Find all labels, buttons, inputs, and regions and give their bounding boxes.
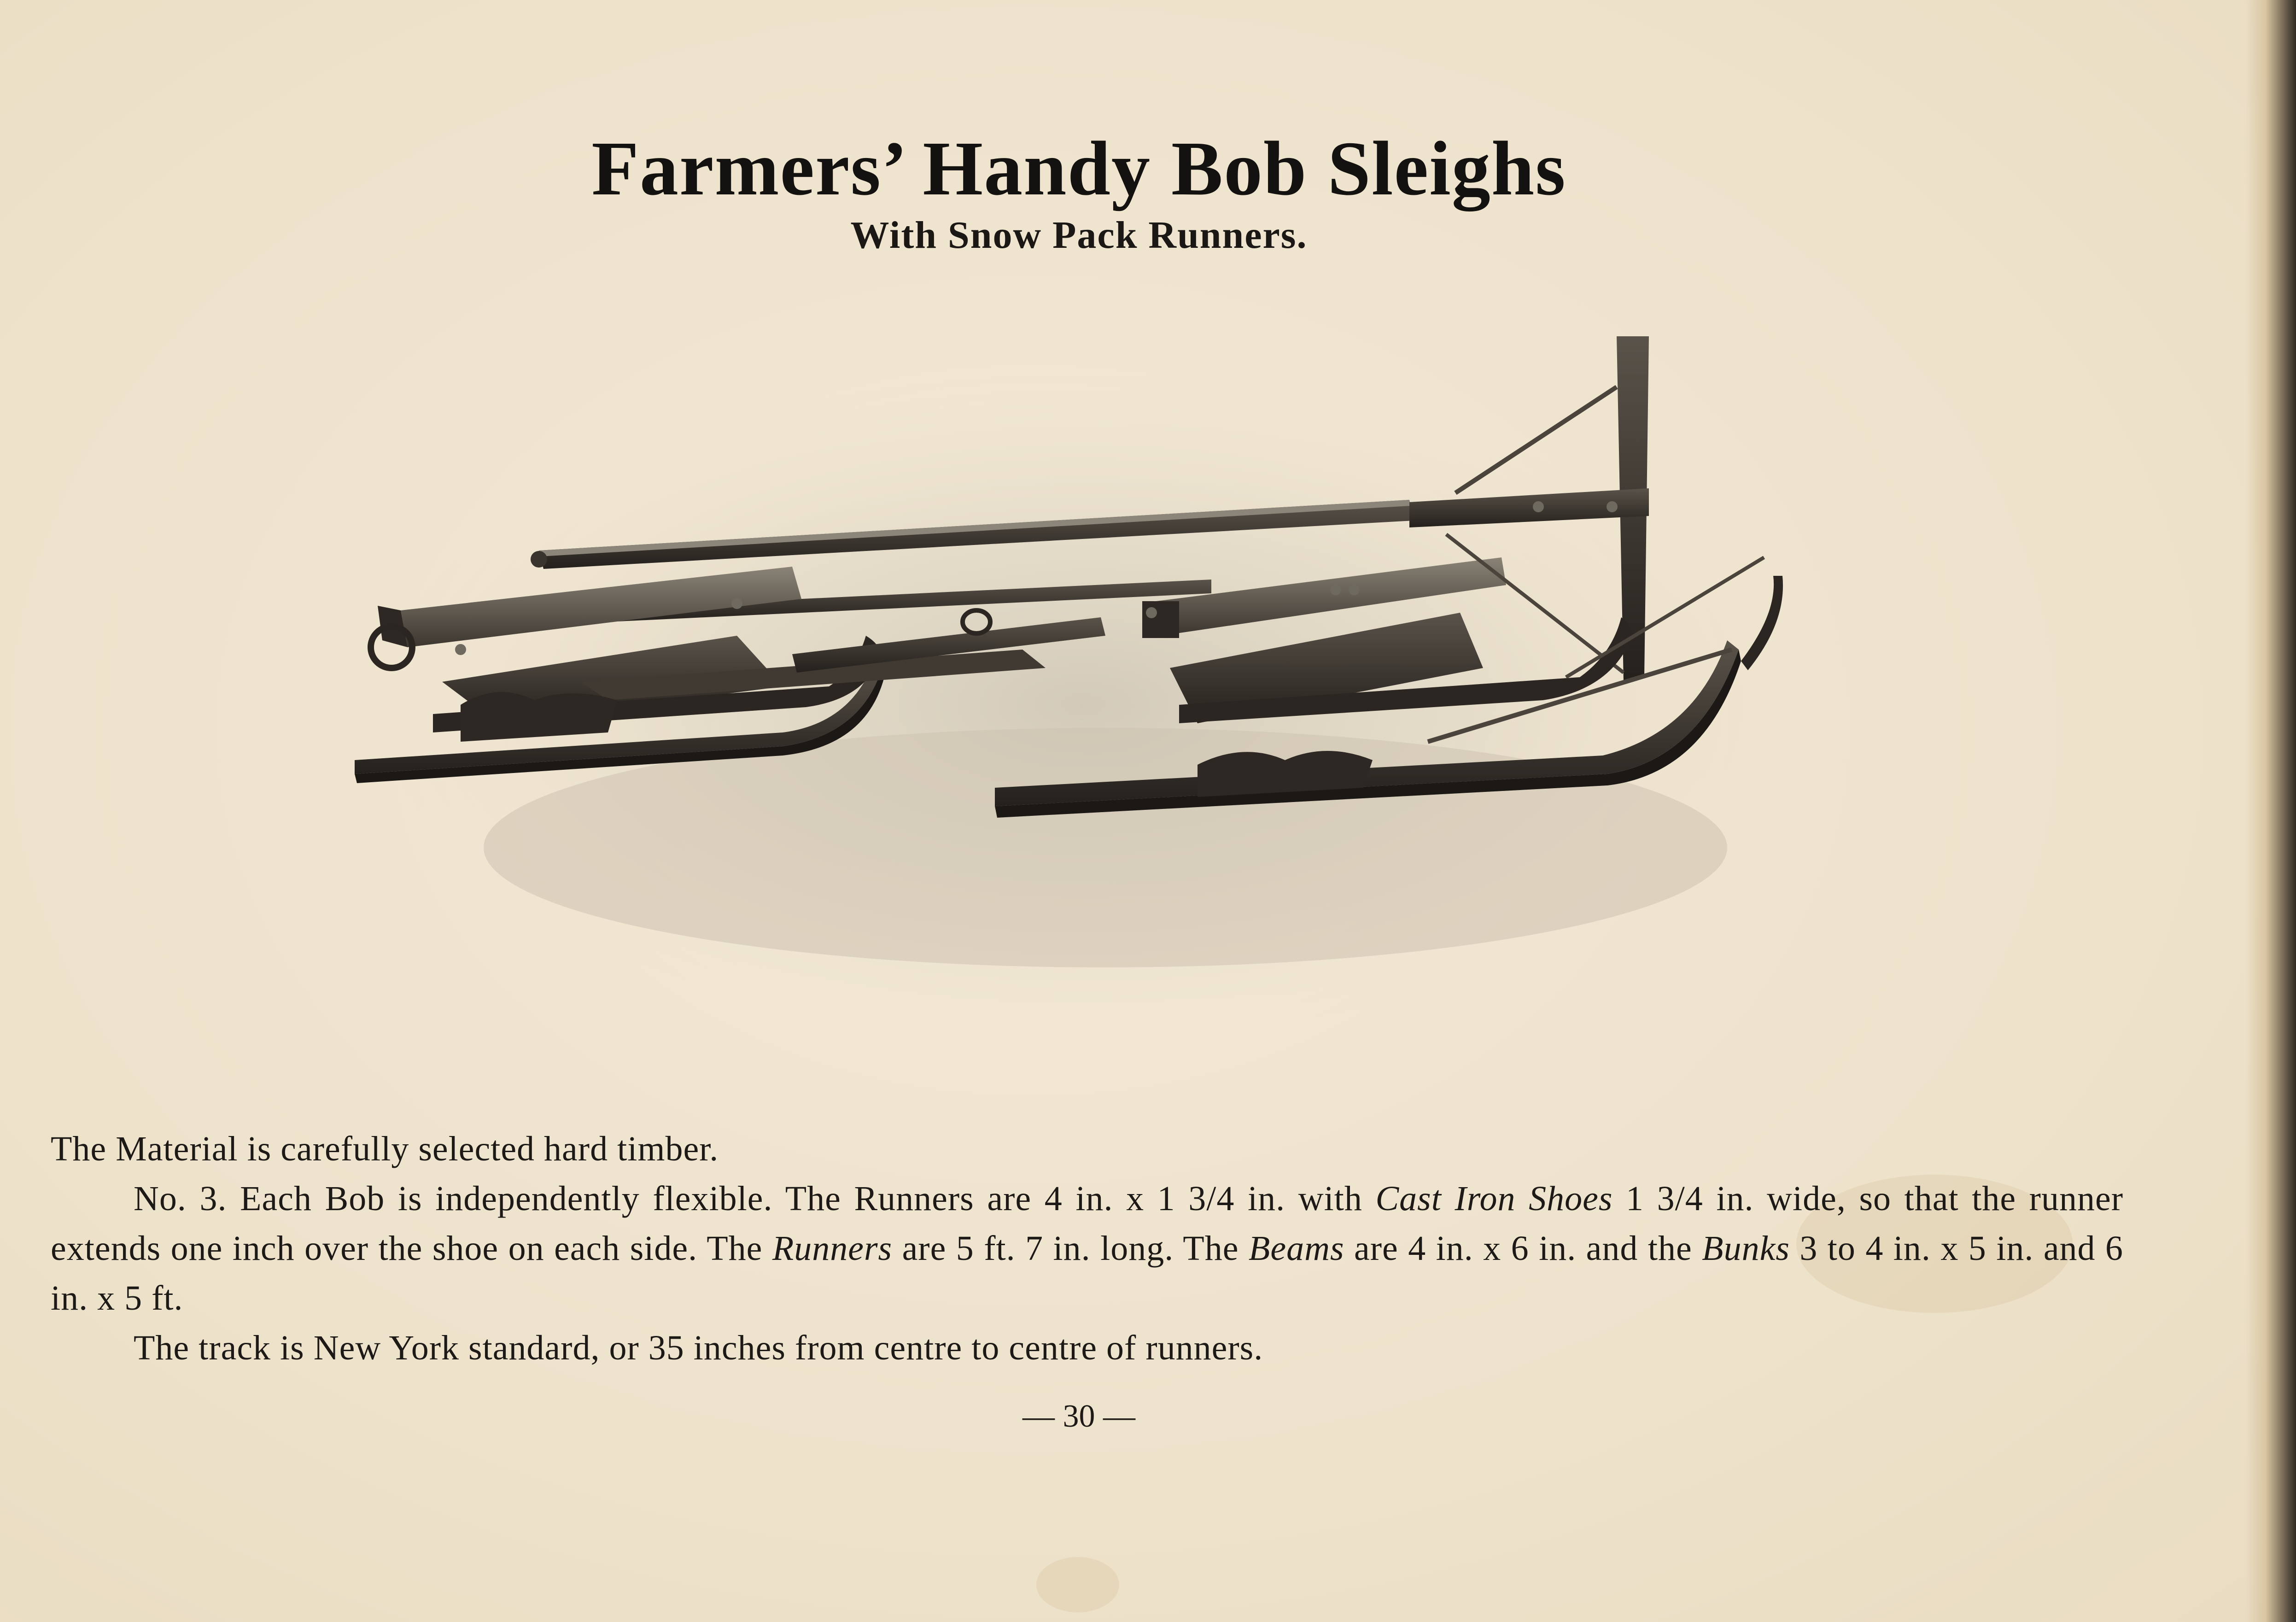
description-line-material: The Material is carefully selected hard timber. — [51, 1130, 719, 1168]
dimensions-text-4: are 4 in. x 6 in. and the — [1344, 1229, 1702, 1268]
dimensions-text-2: 1 3/4 in. wide, so that the runner extends one inch over the shoe on each side. The — [51, 1179, 2124, 1268]
description-paragraph-dimensions — [51, 1174, 2123, 1323]
page-number: — 30 — — [1022, 1399, 1135, 1434]
page-subtitle: With Snow Pack Runners. — [850, 214, 1308, 257]
runners-term: Runners — [772, 1229, 893, 1268]
description-line-track: The track is New York standard, or 35 inches from centre to centre of runners. — [134, 1329, 1263, 1367]
paper-stain — [1036, 1557, 1119, 1612]
book-spine-shadow — [2245, 0, 2296, 1622]
dimensions-text-5: 3 to 4 in. x 5 in. and 6 in. x 5 ft. — [51, 1229, 2123, 1318]
bunks-term: Bunks — [1702, 1229, 1790, 1268]
cast-iron-shoes-term: Cast Iron Shoes — [1375, 1179, 1613, 1218]
description-text — [51, 1124, 2123, 1373]
dimensions-text-1: No. 3. Each Bob is independently flexible. The Runners are 4 in. x 1 3/4 in. with — [134, 1179, 1376, 1218]
dimensions-text-3: are 5 ft. 7 in. long. The — [892, 1229, 1249, 1268]
beams-term: Beams — [1248, 1229, 1344, 1268]
bob-sleigh-illustration — [322, 318, 1842, 1078]
page-title: Farmers’ Handy Bob Sleighs — [591, 126, 1566, 211]
